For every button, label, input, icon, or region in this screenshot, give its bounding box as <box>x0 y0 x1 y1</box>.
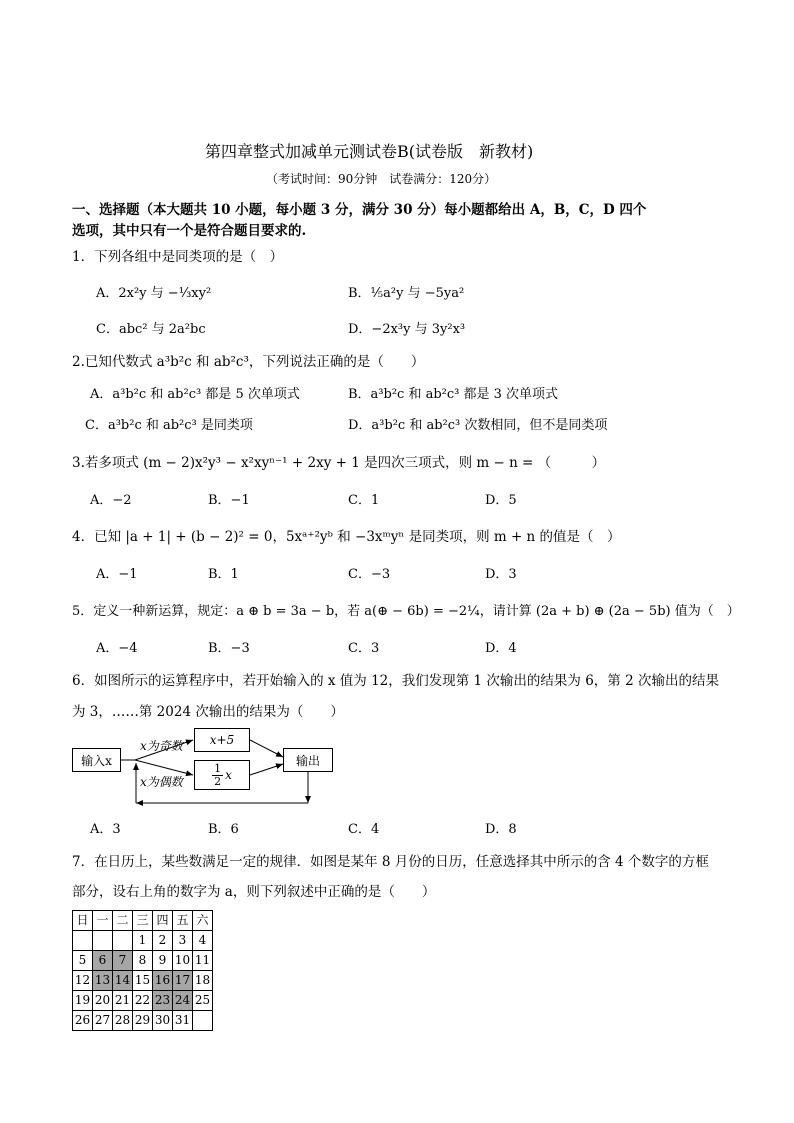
flowchart-half-fraction <box>212 763 223 788</box>
question-5-option-c: C．3 <box>348 641 380 656</box>
calendar-day-cell: 11 <box>193 951 213 971</box>
flowchart-add-box <box>194 728 250 752</box>
question-4-option-d: D．3 <box>485 567 517 582</box>
calendar-day-cell <box>193 1011 213 1031</box>
question-3-option-c: C．1 <box>348 493 380 508</box>
calendar-day-cell: 9 <box>153 951 173 971</box>
flowchart-half-box <box>194 760 250 790</box>
calendar-weekday-header: 三 <box>133 911 153 931</box>
calendar-week-row <box>73 951 213 971</box>
calendar-day-cell: 21 <box>113 991 133 1011</box>
page-title: 第四章整式加减单元测试卷B(试卷版 新教材) <box>205 142 534 161</box>
calendar-day-cell: 16 <box>153 971 173 991</box>
question-3-option-a: A．−2 <box>90 493 132 508</box>
question-4-option-a: A．−1 <box>96 567 138 582</box>
question-1-option-c: C．abc² 与 2a²bc <box>96 322 206 337</box>
calendar-weekday-header: 五 <box>173 911 193 931</box>
question-7-stem-line2: 部分，设右上角的数字为 a，则下列叙述中正确的是（ ） <box>72 884 436 900</box>
section-heading-line2: 选项，其中只有一个是符合题目要求的. <box>72 223 307 239</box>
question-5-option-b: B．−3 <box>208 641 250 656</box>
calendar-week-row <box>73 1011 213 1031</box>
question-6-option-d: D．8 <box>485 822 517 837</box>
question-2-option-b: B．a³b²c 和 ab²c³ 都是 3 次单项式 <box>348 387 559 402</box>
flowchart-even-label: x为偶数 <box>140 775 183 789</box>
calendar-day-cell: 31 <box>173 1011 193 1031</box>
calendar-weekday-header: 一 <box>93 911 113 931</box>
question-6-option-b: B．6 <box>208 822 239 837</box>
flowchart-half-denominator: 2 <box>214 774 222 788</box>
question-7-stem-line1: 7．在日历上，某些数满足一定的规律．如图是某年 8 月份的日历，任意选择其中所示的含 4 个数字的方框 <box>72 854 709 870</box>
calendar-week-row <box>73 931 213 951</box>
flowchart-input-label: 输入x <box>81 753 112 768</box>
question-1-stem: 1．下列各组中是同类项的是（ ） <box>72 249 284 265</box>
calendar-day-cell: 2 <box>153 931 173 951</box>
flowchart-half-numerator: 1 <box>214 761 222 775</box>
question-2-option-c: C．a³b²c 和 ab²c³ 是同类项 <box>85 418 253 433</box>
calendar-day-cell: 3 <box>173 931 193 951</box>
calendar-day-cell: 18 <box>193 971 213 991</box>
flowchart-input-box <box>72 748 121 772</box>
question-6-stem-line1: 6．如图所示的运算程序中，若开始输入的 x 值为 12，我们发现第 1 次输出的结果为 6，第 2 次输出的结果 <box>72 673 719 689</box>
calendar-day-cell <box>73 931 93 951</box>
question-2-stem: 2.已知代数式 a³b²c 和 ab²c³，下列说法正确的是（ ） <box>72 354 425 370</box>
calendar-day-cell: 12 <box>73 971 93 991</box>
calendar-weekday-header: 六 <box>193 911 213 931</box>
calendar-day-cell: 13 <box>93 971 113 991</box>
question-5-stem: 5．定义一种新运算，规定：a ⊕ b = 3a − b，若 a(⊕ − 6b) = −2¼，请计算 (2a + b) ⊕ (2a − 5b) 值为（ ） <box>72 604 740 619</box>
calendar-day-cell: 29 <box>133 1011 153 1031</box>
calendar-week-row <box>73 991 213 1011</box>
question-1-option-a: A．2x²y 与 −⅓xy² <box>96 286 212 301</box>
question-3-option-b: B．−1 <box>208 493 250 508</box>
calendar-table <box>72 910 213 1031</box>
calendar-day-cell: 25 <box>193 991 213 1011</box>
flowchart-half-variable: x <box>225 768 232 782</box>
calendar-day-cell: 15 <box>133 971 153 991</box>
calendar-day-cell: 5 <box>73 951 93 971</box>
calendar-day-cell: 30 <box>153 1011 173 1031</box>
section-heading-line1: 一、选择题（本大题共 10 小题，每小题 3 分，满分 30 分）每小题都给出 A，B，C，D 四个 <box>72 202 647 218</box>
question-1-option-b: B．⅕a²y 与 −5ya² <box>348 286 465 301</box>
calendar-day-cell <box>93 931 113 951</box>
calendar-day-cell: 28 <box>113 1011 133 1031</box>
question-3-stem: 3.若多项式 (m − 2)x²y³ − x²xyⁿ⁻¹ + 2xy + 1 是四次三项式，则 m − n = （ ） <box>72 455 606 471</box>
flowchart-output-label: 输出 <box>295 753 320 768</box>
calendar-header-row <box>73 911 213 931</box>
calendar-week-row <box>73 971 213 991</box>
calendar-day-cell: 26 <box>73 1011 93 1031</box>
calendar-day-cell: 22 <box>133 991 153 1011</box>
calendar-day-cell: 24 <box>173 991 193 1011</box>
calendar-weekday-header: 二 <box>113 911 133 931</box>
question-5-option-a: A．−4 <box>96 641 138 656</box>
exam-info: （考试时间：90分钟 试卷满分：120分） <box>266 172 497 186</box>
calendar-day-cell: 20 <box>93 991 113 1011</box>
flowchart-output-box <box>283 748 333 772</box>
question-6-option-c: C．4 <box>348 822 380 837</box>
question-4-option-b: B．1 <box>208 567 239 582</box>
calendar-day-cell: 27 <box>93 1011 113 1031</box>
question-5-option-d: D．4 <box>485 641 517 656</box>
calendar-day-cell: 6 <box>93 951 113 971</box>
calendar-weekday-header: 四 <box>153 911 173 931</box>
question-6-option-a: A．3 <box>90 822 121 837</box>
flowchart-odd-label: x为奇数 <box>140 739 183 753</box>
calendar-day-cell: 17 <box>173 971 193 991</box>
calendar-day-cell: 10 <box>173 951 193 971</box>
question-2-option-a: A．a³b²c 和 ab²c³ 都是 5 次单项式 <box>90 387 300 402</box>
calendar-day-cell: 14 <box>113 971 133 991</box>
question-3-option-d: D．5 <box>485 493 517 508</box>
calendar-day-cell: 19 <box>73 991 93 1011</box>
question-4-stem: 4．已知 |a + 1| + (b − 2)² = 0，5xᵃ⁺²yᵇ 和 −3xᵐyⁿ 是同类项，则 m + n 的值是（ ） <box>72 529 621 545</box>
calendar-day-cell <box>113 931 133 951</box>
question-2-option-d: D．a³b²c 和 ab²c³ 次数相同，但不是同类项 <box>348 418 608 433</box>
calendar-weekday-header: 日 <box>73 911 93 931</box>
flowchart-add-label: x+5 <box>209 733 235 747</box>
calendar-day-cell: 4 <box>193 931 213 951</box>
question-4-option-c: C．−3 <box>348 567 391 582</box>
question-1-option-d: D．−2x³y 与 3y²x³ <box>348 322 466 337</box>
calendar-day-cell: 8 <box>133 951 153 971</box>
calendar-day-cell: 1 <box>133 931 153 951</box>
calendar-day-cell: 7 <box>113 951 133 971</box>
calendar-day-cell: 23 <box>153 991 173 1011</box>
question-6-stem-line2: 为 3，……第 2024 次输出的结果为（ ） <box>72 704 344 720</box>
